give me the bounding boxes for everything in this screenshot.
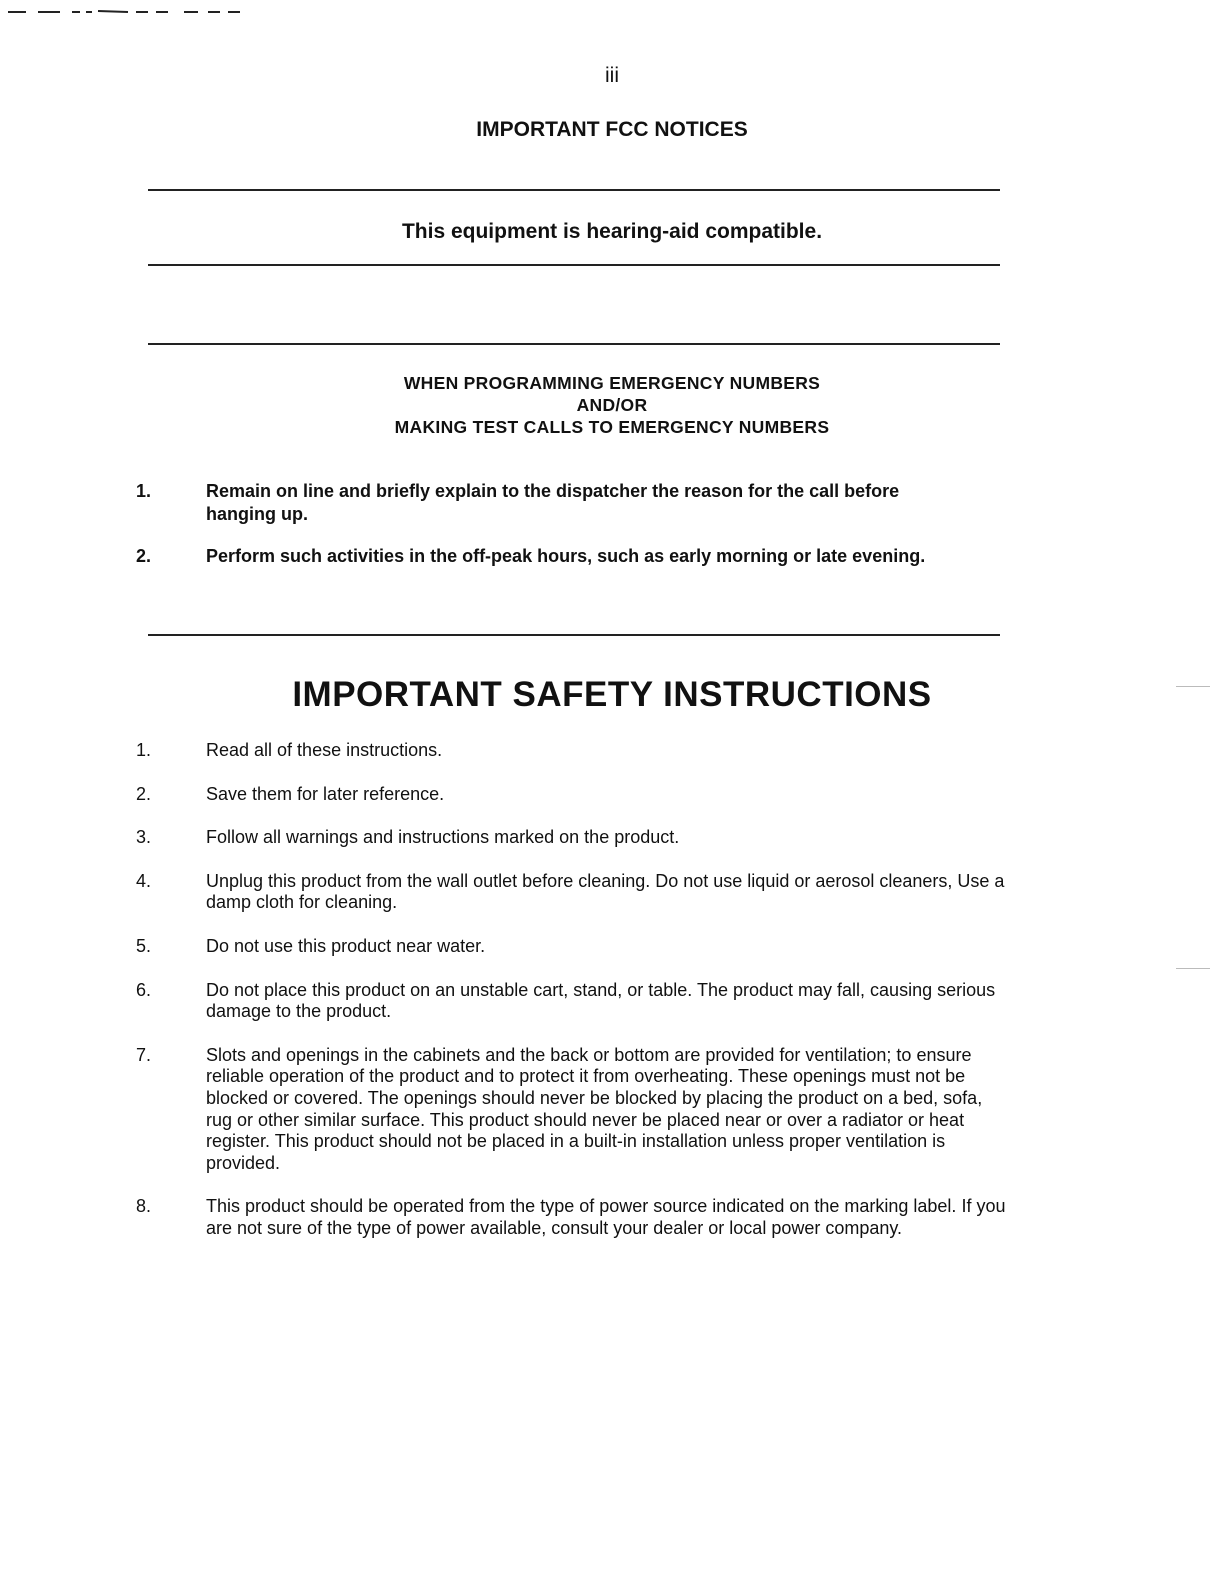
list-item-text: This product should be operated from the type of power source indicated on the marking label. If you are not sure of the type of power available, consult your dealer or local power company. (206, 1196, 1006, 1238)
list-item (136, 980, 1006, 1023)
list-item-number: 5. (136, 935, 152, 956)
list-item (136, 740, 1006, 762)
list-item-number: 2. (136, 546, 152, 566)
list-item-text: Slots and openings in the cabinets and the back or bottom are provided for ventilation; to ensure reliable operation of the product and to protect it from overheating. These openings must not be blocked or covered. The openings should never be blocked by placing the product on a bed, sofa, rug or other similar surface. This product should never be placed near or over a radiator or heat register. This product should not be placed in a built-in installation unless proper ventilation is provided. (206, 1044, 983, 1173)
divider (148, 634, 1000, 636)
list-item (136, 1045, 1006, 1175)
list-item-text: Perform such activities in the off-peak hours, such as early morning or late evening. (206, 546, 926, 566)
list-item-number: 8. (136, 1196, 152, 1217)
divider (148, 189, 1000, 191)
list-item-number: 7. (136, 1044, 152, 1065)
list-item (136, 784, 1006, 806)
list-item-text: Remain on line and briefly explain to the dispatcher the reason for the call before hanging up. (206, 481, 900, 524)
scan-edge-mark (1176, 968, 1210, 969)
list-item-text: Follow all warnings and instructions marked on the product. (206, 827, 680, 848)
list-item-text: Read all of these instructions. (206, 740, 443, 760)
list-item-text: Save them for later reference. (206, 783, 445, 804)
list-item (136, 1196, 1006, 1239)
list-item-text: Do not place this product on an unstable cart, stand, or table. The product may fall, causing serious damage to the product. (206, 979, 996, 1022)
emergency-heading-line: AND/OR (576, 395, 648, 415)
safety-instructions-title: IMPORTANT SAFETY INSTRUCTIONS (292, 675, 932, 714)
list-item-number: 4. (136, 870, 152, 891)
divider (148, 343, 1000, 345)
page-number: iii (605, 64, 619, 87)
list-item-number: 3. (136, 827, 152, 848)
list-item-text: Do not use this product near water. (206, 935, 486, 956)
emergency-instructions-list (136, 480, 966, 587)
emergency-numbers-heading (0, 372, 1224, 438)
divider (148, 264, 1000, 266)
scan-artifact-marks (8, 9, 248, 15)
list-item-number: 6. (136, 979, 152, 1000)
emergency-heading-line: WHEN PROGRAMMING EMERGENCY NUMBERS (403, 373, 821, 393)
list-item (136, 827, 1006, 849)
list-item-text: Unplug this product from the wall outlet before cleaning. Do not use liquid or aerosol cleaners, Use a damp cloth for cleaning. (206, 870, 1005, 913)
list-item (136, 936, 1006, 958)
list-item (136, 871, 1006, 914)
hearing-aid-notice: This equipment is hearing-aid compatible. (401, 220, 823, 243)
list-item (136, 480, 966, 526)
list-item-number: 2. (136, 783, 152, 804)
emergency-heading-line: MAKING TEST CALLS TO EMERGENCY NUMBERS (394, 417, 830, 437)
safety-instructions-list (136, 740, 1006, 1262)
list-item-number: 1. (136, 740, 152, 760)
scan-edge-mark (1176, 686, 1210, 687)
list-item-number: 1. (136, 481, 152, 501)
fcc-notices-title: IMPORTANT FCC NOTICES (476, 118, 748, 141)
list-item (136, 545, 966, 568)
